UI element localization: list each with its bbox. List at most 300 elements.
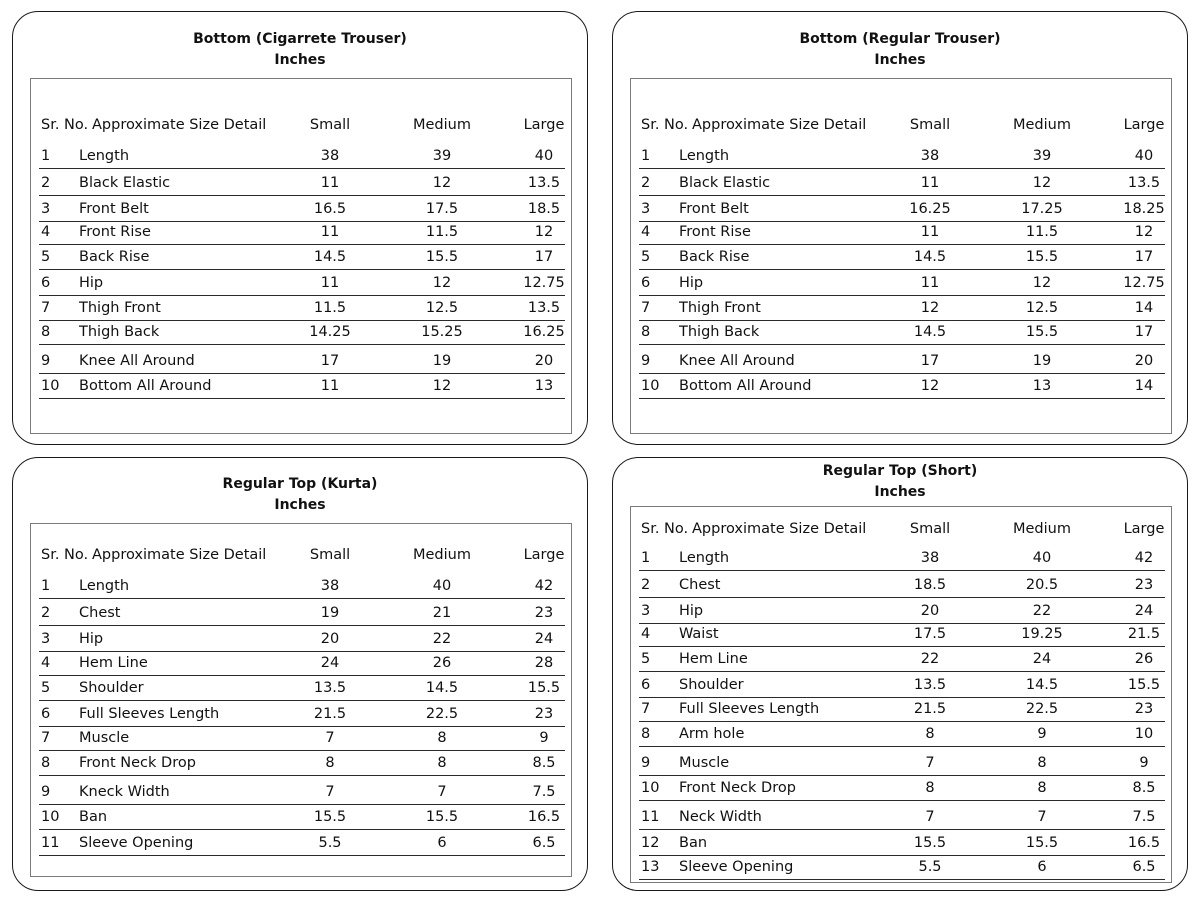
value-medium: 11.5 — [425, 224, 459, 240]
table-row — [39, 805, 565, 830]
value-small: 11 — [320, 175, 340, 191]
value-small: 38 — [320, 578, 340, 594]
row-number: 1 — [641, 550, 651, 566]
value-small: 21.5 — [913, 701, 947, 717]
table-row — [39, 601, 565, 626]
card-title — [13, 29, 587, 71]
table-row — [639, 296, 1165, 321]
measurement-name: Back Rise — [79, 249, 150, 265]
row-number: 1 — [41, 578, 51, 594]
measurement-name: Front Belt — [679, 201, 749, 217]
value-medium: 6 — [1037, 859, 1047, 875]
value-large: 13.5 — [527, 175, 561, 191]
row-number: 9 — [641, 755, 651, 771]
value-small: 7 — [925, 809, 935, 825]
value-large: 13.5 — [1127, 175, 1161, 191]
row-number: 8 — [641, 726, 651, 742]
table-row — [639, 320, 1165, 345]
value-medium: 14.5 — [425, 680, 459, 696]
measurement-name: Front Neck Drop — [79, 755, 196, 771]
value-small: 5.5 — [318, 835, 342, 851]
table-header — [39, 543, 565, 567]
chart-title: Regular Top (Kurta) — [222, 476, 378, 492]
value-medium: 22 — [1032, 603, 1052, 619]
row-number: 2 — [641, 577, 651, 593]
table-row — [639, 806, 1165, 830]
value-large: 40 — [534, 148, 554, 164]
column-header-sr-no: Sr. No. — [41, 547, 89, 563]
table-row — [639, 171, 1165, 196]
card-title — [13, 474, 587, 516]
table-row — [39, 780, 565, 805]
value-large: 17 — [534, 249, 554, 265]
column-header-medium: Medium — [1013, 117, 1071, 133]
row-number: 8 — [641, 324, 651, 340]
table-row — [39, 144, 565, 169]
row-number: 7 — [41, 730, 51, 746]
value-large: 7.5 — [1132, 809, 1156, 825]
value-medium: 6 — [437, 835, 447, 851]
value-small: 20 — [320, 631, 340, 647]
row-number: 4 — [641, 626, 651, 642]
row-number: 3 — [641, 201, 651, 217]
value-medium: 12 — [432, 378, 452, 394]
row-number: 6 — [641, 677, 651, 693]
value-small: 11 — [320, 275, 340, 291]
row-number: 4 — [41, 224, 51, 240]
value-medium: 12 — [1032, 175, 1052, 191]
value-large: 12.75 — [1123, 275, 1165, 291]
value-large: 16.25 — [523, 324, 565, 340]
value-large: 42 — [1134, 550, 1154, 566]
table-header — [39, 113, 565, 137]
table-row — [39, 349, 565, 374]
measurement-name: Shoulder — [679, 677, 744, 693]
table-row — [39, 702, 565, 727]
measurement-name: Length — [79, 578, 130, 594]
value-medium: 40 — [432, 578, 452, 594]
measurement-name: Full Sleeves Length — [679, 701, 820, 717]
value-large: 18.25 — [1123, 201, 1165, 217]
measurement-name: Black Elastic — [679, 175, 771, 191]
unit-label: Inches — [274, 497, 326, 513]
column-header-sr-no: Sr. No. — [41, 117, 89, 133]
value-medium: 17.5 — [425, 201, 459, 217]
value-small: 38 — [320, 148, 340, 164]
value-small: 21.5 — [313, 706, 347, 722]
row-number: 11 — [641, 809, 660, 825]
measurement-name: Front Rise — [79, 224, 151, 240]
table-row — [39, 320, 565, 345]
value-small: 11 — [320, 378, 340, 394]
row-number: 5 — [41, 249, 51, 265]
measurement-name: Knee All Around — [79, 353, 195, 369]
chart-title: Bottom (Cigarrete Trouser) — [193, 31, 407, 47]
value-small: 14.5 — [913, 324, 947, 340]
value-large: 8.5 — [532, 755, 556, 771]
table-row — [639, 623, 1165, 647]
table-row — [639, 547, 1165, 571]
value-medium: 7 — [1037, 809, 1047, 825]
value-large: 24 — [534, 631, 554, 647]
value-medium: 8 — [437, 730, 447, 746]
value-medium: 9 — [1037, 726, 1047, 742]
size-chart-card-cigarette-trouser — [12, 11, 588, 445]
table-header — [639, 517, 1165, 541]
size-chart-card-short-top — [612, 457, 1188, 891]
table-row — [639, 574, 1165, 598]
value-large: 7.5 — [532, 784, 556, 800]
row-number: 2 — [641, 175, 651, 191]
measurement-name: Hip — [679, 603, 704, 619]
row-number: 3 — [41, 631, 51, 647]
value-small: 11 — [320, 224, 340, 240]
value-large: 12 — [1134, 224, 1154, 240]
table-row — [39, 271, 565, 296]
row-number: 4 — [641, 224, 651, 240]
value-large: 17 — [1134, 324, 1154, 340]
value-large: 10 — [1134, 726, 1154, 742]
row-number: 3 — [41, 201, 51, 217]
unit-label: Inches — [274, 52, 326, 68]
row-number: 2 — [41, 175, 51, 191]
row-number: 2 — [41, 605, 51, 621]
value-small: 13.5 — [313, 680, 347, 696]
value-small: 16.5 — [313, 201, 347, 217]
value-large: 21.5 — [1127, 626, 1161, 642]
column-header-large: Large — [523, 117, 565, 133]
value-medium: 39 — [432, 148, 452, 164]
table-row — [39, 831, 565, 856]
column-header-small: Small — [909, 521, 951, 537]
measurement-name: Shoulder — [79, 680, 144, 696]
value-medium: 22.5 — [1025, 701, 1059, 717]
value-small: 8 — [925, 780, 935, 796]
value-small: 7 — [325, 730, 335, 746]
row-number: 11 — [41, 835, 60, 851]
size-table — [630, 506, 1172, 883]
value-large: 15.5 — [1127, 677, 1161, 693]
value-medium: 12 — [432, 275, 452, 291]
measurement-name: Waist — [679, 626, 719, 642]
table-row — [639, 271, 1165, 296]
table-row — [39, 245, 565, 270]
table-row — [39, 676, 565, 701]
row-number: 13 — [641, 859, 660, 875]
measurement-name: Length — [79, 148, 130, 164]
column-header-small: Small — [309, 117, 351, 133]
value-small: 22 — [920, 651, 940, 667]
table-row — [39, 296, 565, 321]
value-medium: 15.5 — [425, 809, 459, 825]
value-large: 23 — [1134, 577, 1154, 593]
row-number: 9 — [641, 353, 651, 369]
column-header-sr-no: Sr. No. — [641, 117, 689, 133]
value-medium: 15.25 — [421, 324, 463, 340]
measurement-name: Length — [679, 148, 730, 164]
value-large: 9 — [539, 730, 549, 746]
value-small: 11.5 — [313, 300, 347, 316]
value-large: 12 — [534, 224, 554, 240]
measurement-name: Hip — [79, 631, 104, 647]
value-small: 17 — [920, 353, 940, 369]
unit-label: Inches — [874, 484, 926, 500]
value-large: 17 — [1134, 249, 1154, 265]
value-medium: 8 — [1037, 755, 1047, 771]
row-number: 6 — [41, 275, 51, 291]
table-row — [639, 245, 1165, 270]
value-medium: 19.25 — [1021, 626, 1063, 642]
value-small: 16.25 — [909, 201, 951, 217]
value-medium: 24 — [1032, 651, 1052, 667]
column-header-detail: Approximate Size Detail — [692, 521, 867, 537]
value-medium: 15.5 — [1025, 249, 1059, 265]
value-medium: 12.5 — [1025, 300, 1059, 316]
row-number: 1 — [641, 148, 651, 164]
table-row — [39, 751, 565, 776]
column-header-medium: Medium — [1013, 521, 1071, 537]
measurement-name: Hip — [679, 275, 704, 291]
column-header-detail: Approximate Size Detail — [92, 117, 267, 133]
value-small: 38 — [920, 550, 940, 566]
measurement-name: Muscle — [79, 730, 130, 746]
row-number: 10 — [41, 809, 60, 825]
value-small: 15.5 — [913, 835, 947, 851]
measurement-name: Thigh Front — [79, 300, 161, 316]
value-medium: 26 — [432, 655, 452, 671]
measurement-name: Front Neck Drop — [679, 780, 796, 796]
measurement-name: Sleeve Opening — [679, 859, 794, 875]
table-row — [639, 777, 1165, 801]
column-header-small: Small — [309, 547, 351, 563]
value-small: 11 — [920, 275, 940, 291]
value-large: 18.5 — [527, 201, 561, 217]
measurement-name: Black Elastic — [79, 175, 171, 191]
measurement-name: Hip — [79, 275, 104, 291]
measurement-name: Kneck Width — [79, 784, 170, 800]
table-row — [639, 600, 1165, 624]
table-row — [639, 648, 1165, 672]
value-small: 5.5 — [918, 859, 942, 875]
row-number: 3 — [641, 603, 651, 619]
row-number: 10 — [41, 378, 60, 394]
value-large: 13 — [534, 378, 554, 394]
value-small: 8 — [925, 726, 935, 742]
row-number: 10 — [641, 780, 660, 796]
row-number: 7 — [41, 300, 51, 316]
value-large: 24 — [1134, 603, 1154, 619]
value-small: 11 — [920, 224, 940, 240]
value-large: 8.5 — [1132, 780, 1156, 796]
value-small: 17 — [320, 353, 340, 369]
row-number: 10 — [641, 378, 660, 394]
value-medium: 22 — [432, 631, 452, 647]
value-medium: 19 — [432, 353, 452, 369]
column-header-medium: Medium — [413, 547, 471, 563]
table-row — [639, 832, 1165, 856]
table-header — [639, 113, 1165, 137]
value-medium: 11.5 — [1025, 224, 1059, 240]
row-number: 6 — [41, 706, 51, 722]
table-row — [639, 349, 1165, 374]
table-row — [639, 698, 1165, 722]
column-header-detail: Approximate Size Detail — [692, 117, 867, 133]
value-large: 9 — [1139, 755, 1149, 771]
table-row — [639, 144, 1165, 169]
measurement-name: Chest — [79, 605, 121, 621]
column-header-large: Large — [1123, 521, 1165, 537]
value-medium: 19 — [1032, 353, 1052, 369]
value-medium: 17.25 — [1021, 201, 1063, 217]
value-large: 28 — [534, 655, 554, 671]
column-header-medium: Medium — [413, 117, 471, 133]
column-header-large: Large — [1123, 117, 1165, 133]
value-large: 23 — [534, 605, 554, 621]
value-medium: 21 — [432, 605, 452, 621]
measurement-name: Back Rise — [679, 249, 750, 265]
measurement-name: Ban — [679, 835, 708, 851]
value-small: 14.5 — [313, 249, 347, 265]
size-table — [30, 78, 572, 434]
measurement-name: Thigh Back — [79, 324, 160, 340]
size-chart-card-regular-trouser — [612, 11, 1188, 445]
unit-label: Inches — [874, 52, 926, 68]
value-small: 11 — [920, 175, 940, 191]
table-row — [639, 374, 1165, 399]
row-number: 9 — [41, 353, 51, 369]
value-small: 15.5 — [313, 809, 347, 825]
value-medium: 39 — [1032, 148, 1052, 164]
table-row — [639, 856, 1165, 880]
column-header-sr-no: Sr. No. — [641, 521, 689, 537]
table-row — [39, 627, 565, 652]
measurement-name: Bottom All Around — [79, 378, 212, 394]
value-small: 7 — [925, 755, 935, 771]
value-small: 12 — [920, 300, 940, 316]
value-large: 26 — [1134, 651, 1154, 667]
measurement-name: Thigh Front — [679, 300, 761, 316]
measurement-name: Muscle — [679, 755, 730, 771]
size-table — [30, 523, 572, 877]
row-number: 9 — [41, 784, 51, 800]
row-number: 8 — [41, 755, 51, 771]
value-large: 14 — [1134, 378, 1154, 394]
column-header-detail: Approximate Size Detail — [92, 547, 267, 563]
measurement-name: Front Belt — [79, 201, 149, 217]
value-small: 19 — [320, 605, 340, 621]
value-medium: 15.5 — [425, 249, 459, 265]
row-number: 5 — [41, 680, 51, 696]
row-number: 7 — [641, 701, 651, 717]
table-row — [639, 197, 1165, 222]
value-large: 15.5 — [527, 680, 561, 696]
size-chart-card-kurta — [12, 457, 588, 891]
table-row — [39, 220, 565, 245]
value-large: 14 — [1134, 300, 1154, 316]
value-large: 16.5 — [1127, 835, 1161, 851]
value-large: 20 — [1134, 353, 1154, 369]
value-small: 7 — [325, 784, 335, 800]
measurement-name: Front Rise — [679, 224, 751, 240]
table-row — [39, 171, 565, 196]
measurement-name: Hem Line — [679, 651, 748, 667]
table-row — [39, 726, 565, 751]
value-small: 13.5 — [913, 677, 947, 693]
value-large: 13.5 — [527, 300, 561, 316]
value-small: 24 — [320, 655, 340, 671]
value-medium: 14.5 — [1025, 677, 1059, 693]
value-medium: 40 — [1032, 550, 1052, 566]
value-small: 14.25 — [309, 324, 351, 340]
measurement-name: Knee All Around — [679, 353, 795, 369]
table-row — [39, 574, 565, 599]
value-medium: 7 — [437, 784, 447, 800]
row-number: 5 — [641, 651, 651, 667]
value-large: 6.5 — [532, 835, 556, 851]
table-row — [639, 752, 1165, 776]
value-medium: 8 — [1037, 780, 1047, 796]
chart-title: Regular Top (Short) — [822, 463, 978, 479]
value-small: 18.5 — [913, 577, 947, 593]
measurement-name: Hem Line — [79, 655, 148, 671]
table-row — [639, 674, 1165, 698]
row-number: 1 — [41, 148, 51, 164]
measurement-name: Thigh Back — [679, 324, 760, 340]
measurement-name: Length — [679, 550, 730, 566]
value-small: 17.5 — [913, 626, 947, 642]
size-table — [630, 78, 1172, 434]
value-small: 38 — [920, 148, 940, 164]
value-large: 42 — [534, 578, 554, 594]
value-medium: 15.5 — [1025, 835, 1059, 851]
measurement-name: Full Sleeves Length — [79, 706, 220, 722]
value-large: 6.5 — [1132, 859, 1156, 875]
column-header-large: Large — [523, 547, 565, 563]
measurement-name: Ban — [79, 809, 108, 825]
table-row — [639, 220, 1165, 245]
row-number: 4 — [41, 655, 51, 671]
value-large: 12.75 — [523, 275, 565, 291]
card-title — [613, 461, 1187, 503]
measurement-name: Bottom All Around — [679, 378, 812, 394]
value-small: 8 — [325, 755, 335, 771]
row-number: 8 — [41, 324, 51, 340]
value-small: 20 — [920, 603, 940, 619]
table-row — [39, 374, 565, 399]
measurement-name: Neck Width — [679, 809, 762, 825]
value-medium: 15.5 — [1025, 324, 1059, 340]
value-medium: 12 — [1032, 275, 1052, 291]
value-medium: 20.5 — [1025, 577, 1059, 593]
value-medium: 22.5 — [425, 706, 459, 722]
value-medium: 13 — [1032, 378, 1052, 394]
card-title — [613, 29, 1187, 71]
value-medium: 12 — [432, 175, 452, 191]
measurement-name: Chest — [679, 577, 721, 593]
table-row — [639, 723, 1165, 747]
value-large: 23 — [1134, 701, 1154, 717]
table-row — [39, 651, 565, 676]
value-large: 23 — [534, 706, 554, 722]
chart-title: Bottom (Regular Trouser) — [799, 31, 1001, 47]
column-header-small: Small — [909, 117, 951, 133]
measurement-name: Sleeve Opening — [79, 835, 194, 851]
row-number: 5 — [641, 249, 651, 265]
value-small: 14.5 — [913, 249, 947, 265]
measurement-name: Arm hole — [679, 726, 745, 742]
value-large: 40 — [1134, 148, 1154, 164]
value-medium: 8 — [437, 755, 447, 771]
